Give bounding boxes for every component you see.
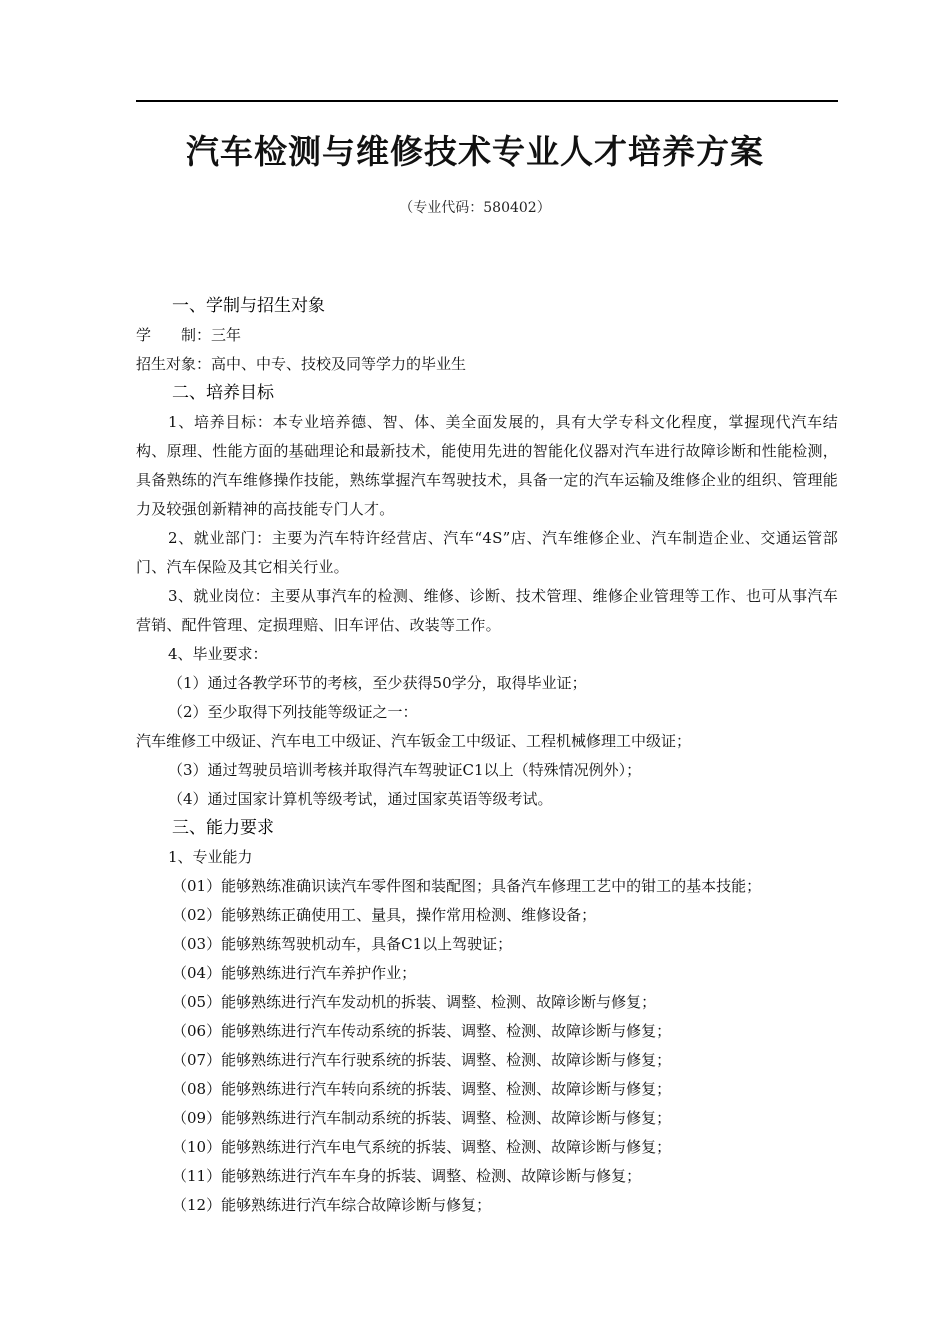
document-body — [136, 292, 838, 1220]
ability-item: （09）能够熟练进行汽车制动系统的拆装、调整、检测、故障诊断与修复； — [172, 1109, 672, 1127]
ability-item: （01）能够熟练准确识读汽车零件图和装配图；具备汽车修理工艺中的钳工的基本技能； — [172, 877, 762, 895]
document-subtitle: （专业代码：580402） — [399, 200, 551, 216]
section-heading-schooling: 一、学制与招生对象 — [172, 296, 325, 316]
ability-item: （04）能够熟练进行汽车养护作业； — [172, 964, 417, 982]
ability-item: （07）能够熟练进行汽车行驶系统的拆装、调整、检测、故障诊断与修复； — [172, 1051, 672, 1069]
ability-item: （03）能够熟练驾驶机动车，具备C1以上驾驶证； — [172, 935, 513, 953]
ability-item: （12）能够熟练进行汽车综合故障诊断与修复； — [172, 1196, 492, 1214]
header-rule — [136, 100, 838, 102]
ability-subheading: 1、专业能力 — [168, 848, 253, 866]
goal-paragraph: 1、培养目标：本专业培养德、智、体、美全面发展的，具有大学专科文化程度，掌握现代汽车结构、原理、性能方面的基础理论和最新技术，能使用先进的智能化仪器对汽车进行故障诊断和性能检测，具备熟练的汽车维修操作技能，熟练掌握汽车驾驶技术，具备一定的汽车运输及维修企业的组织、管理能力及较强创新精神的高技能专门人才。 — [136, 413, 838, 518]
section-heading-abilities: 三、能力要求 — [172, 818, 274, 838]
ability-item: （10）能够熟练进行汽车电气系统的拆装、调整、检测、故障诊断与修复； — [172, 1138, 672, 1156]
ability-item: （06）能够熟练进行汽车传动系统的拆装、调整、检测、故障诊断与修复； — [172, 1022, 672, 1040]
ability-item: （05）能够熟练进行汽车发动机的拆装、调整、检测、故障诊断与修复； — [172, 993, 657, 1011]
section-heading-goals: 二、培养目标 — [172, 383, 274, 403]
requirement-detail: 汽车维修工中级证、汽车电工中级证、汽车钣金工中级证、工程机械修理工中级证； — [136, 732, 692, 750]
ability-item: （11）能够熟练进行汽车车身的拆装、调整、检测、故障诊断与修复； — [172, 1167, 642, 1185]
requirement-item: （3）通过驾驶员培训考核并取得汽车驾驶证C1以上（特殊情况例外）； — [168, 761, 642, 779]
ability-item: （08）能够熟练进行汽车转向系统的拆装、调整、检测、故障诊断与修复； — [172, 1080, 672, 1098]
document-title: 汽车检测与维修技术专业人才培养方案 — [186, 132, 764, 171]
graduation-requirements-label: 4、毕业要求： — [168, 645, 268, 663]
duration-line: 学 制：三年 — [136, 326, 242, 344]
employment-position-paragraph: 3、就业岗位：主要从事汽车的检测、维修、诊断、技术管理、维修企业管理等工作、也可从事汽车营销、配件管理、定损理赔、旧车评估、改装等工作。 — [136, 587, 838, 634]
requirement-item: （1）通过各教学环节的考核，至少获得50学分，取得毕业证； — [168, 674, 587, 692]
employment-sector-paragraph: 2、就业部门：主要为汽车特许经营店、汽车“4S”店、汽车维修企业、汽车制造企业、交通运管部门、汽车保险及其它相关行业。 — [136, 529, 838, 576]
requirement-item: （2）至少取得下列技能等级证之一： — [168, 703, 418, 721]
enrollment-line: 招生对象：高中、中专、技校及同等学力的毕业生 — [136, 355, 467, 373]
requirement-item: （4）通过国家计算机等级考试，通过国家英语等级考试。 — [168, 790, 553, 808]
ability-item: （02）能够熟练正确使用工、量具，操作常用检测、维修设备； — [172, 906, 597, 924]
